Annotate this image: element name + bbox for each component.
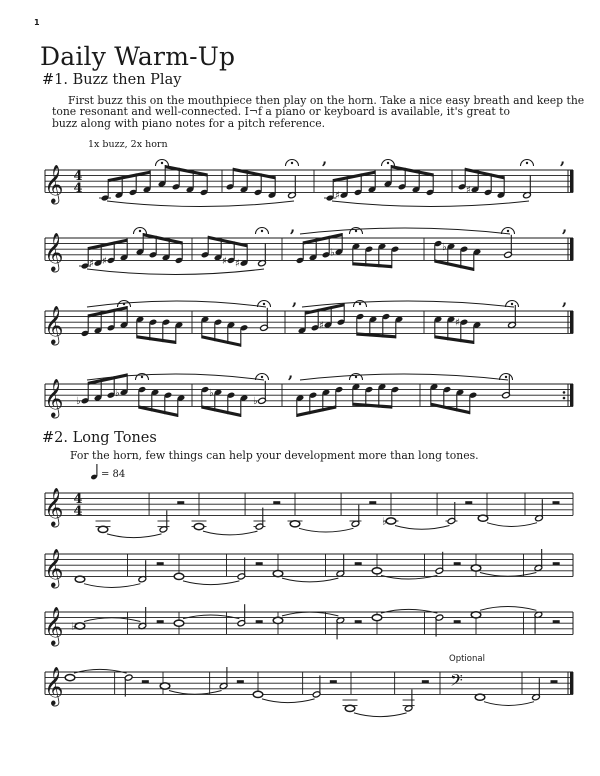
staff-system-buzz-1: [44, 150, 573, 207]
exercise-2-paragraph: [54, 450, 479, 461]
half-rest: [273, 501, 280, 504]
half-rest: [256, 562, 263, 565]
tie: [84, 584, 140, 588]
accidental: ♭: [115, 387, 120, 399]
half-rest: [355, 562, 362, 565]
staff-system-longtone-3: [44, 604, 573, 647]
time-signature: 4: [73, 180, 83, 196]
tie: [74, 669, 127, 673]
bass-clef-icon: 𝄢: [450, 670, 463, 694]
breath-mark-icon: ,: [562, 291, 568, 309]
half-rest: [177, 501, 184, 504]
accidental: ♯: [235, 258, 240, 270]
accidental: ♭: [330, 247, 335, 259]
half-rest: [454, 562, 461, 565]
accidental: ♯: [335, 190, 340, 202]
slur: [87, 269, 264, 275]
staff-system-longtone-4: [44, 666, 573, 717]
half-rest: [553, 620, 560, 623]
accidental: ♯: [455, 317, 460, 329]
half-rest: [465, 501, 472, 504]
half-rest: [157, 620, 164, 623]
treble-clef-icon: 𝄞: [44, 666, 64, 705]
tie: [487, 523, 537, 527]
treble-clef-icon: 𝄞: [44, 232, 64, 271]
tie: [484, 702, 534, 706]
paragraph-line: For the horn, few things can help your development more than long tones.: [70, 449, 479, 462]
exercise-1-heading: #1. Buzz then Play: [42, 72, 182, 88]
slur: [300, 374, 508, 380]
half-rest: [142, 680, 149, 683]
tie: [262, 699, 315, 703]
tempo-marking: = 84: [101, 469, 126, 480]
treble-clef-icon: 𝄞: [44, 548, 64, 587]
half-rest: [157, 562, 164, 565]
time-signature: 4: [73, 503, 83, 519]
staff-system-buzz-4: [44, 364, 573, 419]
accidental: ♭: [209, 387, 214, 399]
slur: [107, 201, 294, 207]
half-rest: [422, 680, 429, 683]
accidental: ♭: [442, 241, 447, 253]
accidental: ♯: [319, 320, 324, 332]
accidental: ♭: [76, 396, 81, 408]
tie: [183, 615, 239, 619]
tie: [282, 578, 338, 582]
breath-mark-icon: ,: [562, 218, 568, 236]
tie: [480, 573, 536, 577]
time-signature: 4: [73, 169, 83, 185]
half-rest: [237, 680, 244, 683]
slur: [332, 201, 529, 207]
tie: [282, 612, 338, 616]
half-rest: [256, 620, 263, 623]
performance-instruction-label: 1x buzz, 2x horn: [88, 139, 168, 150]
treble-clef-icon: 𝄞: [44, 487, 64, 526]
treble-clef-icon: 𝄞: [44, 305, 64, 344]
tie: [169, 691, 222, 695]
slur: [87, 301, 266, 307]
accidental: ♭: [71, 621, 76, 633]
staff-system-buzz-2: [44, 218, 573, 275]
paragraph-line: tone resonant and well-connected. I¬f a piano or keyboard is available, it's great to: [52, 105, 511, 119]
tie: [107, 534, 161, 538]
breath-mark-icon: ,: [560, 150, 566, 168]
tie: [203, 531, 257, 535]
tie: [381, 609, 437, 613]
accidental: ♯: [102, 255, 107, 267]
paragraph-line: First buzz this on the mouthpiece then play on the horn. Take a nice easy breath and keep the: [68, 94, 585, 107]
tie: [480, 607, 536, 611]
staff-system-longtone-2: [44, 548, 573, 589]
exercise-2-heading: #2. Long Tones: [42, 430, 157, 446]
half-rest: [330, 680, 337, 683]
paragraph-line: buzz along with piano notes for a pitch reference.: [52, 116, 326, 130]
staff-system-longtone-1: [44, 487, 573, 538]
quarter-note-icon: [90, 464, 97, 480]
accidental: ♯: [89, 258, 94, 270]
half-rest: [553, 501, 560, 504]
half-rest: [369, 501, 376, 504]
breath-mark-icon: ,: [292, 291, 298, 309]
tie: [299, 528, 353, 532]
breath-mark-icon: ,: [322, 150, 328, 168]
exercise-1-paragraph: [52, 95, 584, 129]
page-title: Daily Warm-Up: [40, 42, 236, 71]
accidental: ♭: [382, 516, 387, 528]
half-rest: [553, 562, 560, 565]
treble-clef-icon: 𝄞: [44, 164, 64, 203]
accidental: ♯: [222, 255, 227, 267]
tie: [183, 581, 239, 585]
half-rest: [454, 620, 461, 623]
treble-clef-icon: 𝄞: [44, 606, 64, 645]
treble-clef-icon: 𝄞: [44, 378, 64, 417]
slur: [300, 228, 510, 234]
staff-system-buzz-3: [44, 291, 573, 347]
optional-label: Optional: [449, 654, 485, 664]
time-signature: 4: [73, 492, 83, 508]
page-number: 1: [34, 18, 40, 27]
accidental: ♭: [253, 396, 258, 408]
half-rest: [551, 680, 558, 683]
breath-mark-icon: ,: [288, 364, 294, 382]
half-rest: [355, 620, 362, 623]
breath-mark-icon: ,: [290, 218, 296, 236]
accidental: ♯: [466, 185, 471, 196]
tie: [395, 526, 449, 530]
tie: [381, 575, 437, 579]
tie: [354, 713, 407, 717]
tie: [84, 618, 140, 622]
